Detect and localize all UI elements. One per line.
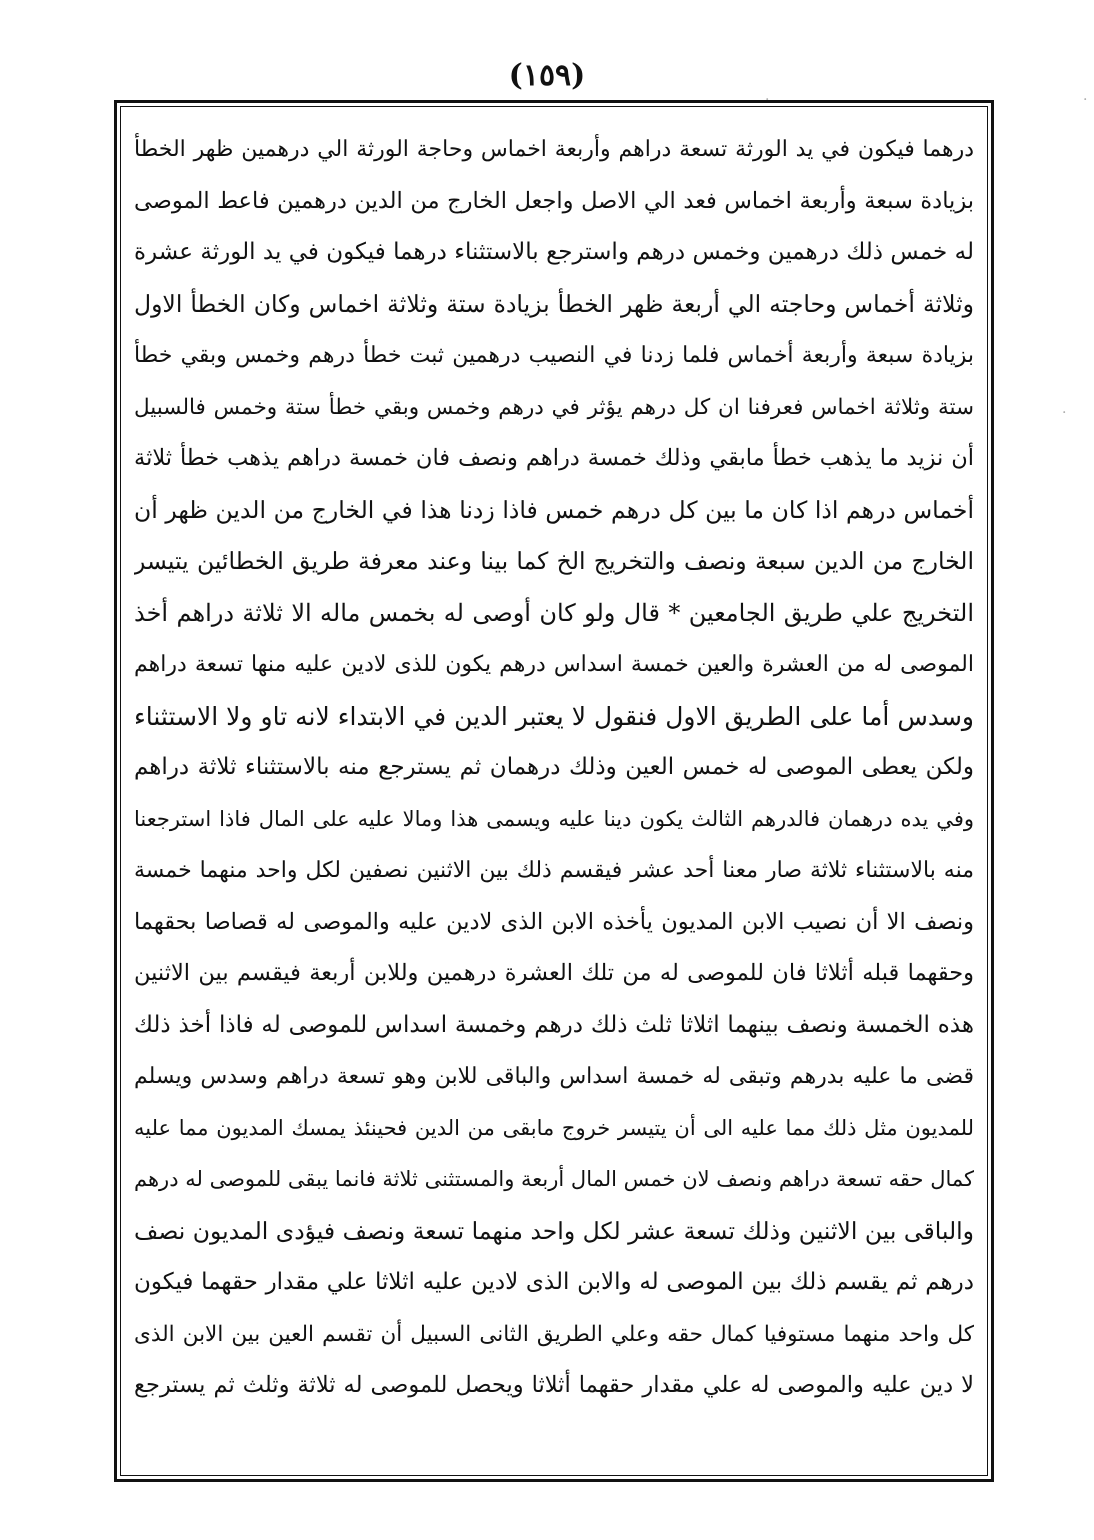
text-line: لا دين عليه والموصى له علي مقدار حقهما أثلاثا ويحصل للموصى له ثلاثة وثلث ثم يسترجع (134, 1372, 974, 1398)
text-line: ونصف الا أن نصيب الابن المديون يأخذه الابن الذى لادين عليه والموصى له قصاصا بحقهما (134, 908, 974, 935)
text-line: أن نزيد ما يذهب خطأ مابقي وذلك خمسة دراهم ونصف فان خمسة دراهم يذهب خطأ ثلاثة (134, 445, 974, 471)
scan-speck: · (765, 92, 770, 108)
text-line: أخماس درهم اذا كان ما بين كل درهم خمس فاذا زدنا هذا في الخارج من الدين ظهر أن (134, 495, 974, 524)
text-line: درهما فيكون في يد الورثة تسعة دراهم وأربعة اخماس وحاجة الورثة الي درهمين ظهر الخطأ (134, 137, 974, 162)
text-line: للمديون مثل ذلك مما عليه الى أن يتيسر خروج مابقى من الدين فحينئذ يمسك المديون مما عليه (134, 1115, 974, 1140)
body-text (134, 124, 974, 1412)
text-line: والباقى بين الاثنين وذلك تسعة عشر لكل واحد منهما تسعة ونصف فيؤدى المديون نصف (134, 1216, 974, 1245)
text-line: وسدس أما على الطريق الاول فنقول لا يعتبر الدين في الابتداء لانه تاو ولا الاستثناء (134, 701, 974, 731)
text-line: التخريج علي طريق الجامعين * قال ولو كان أوصى له بخمس ماله الا ثلاثة دراهم أخذ (134, 598, 974, 627)
text-line: قضى ما عليه بدرهم وتبقى له خمسة اسداس والباقى للابن وهو تسعة دراهم وسدس ويسلم (134, 1064, 974, 1089)
text-line: الموصى له من العشرة والعين خمسة اسداس درهم يكون للذى لادين عليه منها تسعة دراهم (134, 652, 974, 677)
scan-speck: · (1062, 405, 1067, 421)
scan-speck: · (1083, 92, 1088, 108)
text-line: وفي يده درهمان فالدرهم الثالث يكون دينا عليه ويسمى هذا ومالا عليه على المال فاذا استرجعنا (134, 806, 974, 831)
text-line: بزيادة سبعة وأربعة اخماس فعد الي الاصل واجعل الخارج من الدين درهمين فاعط الموصى (134, 187, 974, 214)
text-line: درهم ثم يقسم ذلك بين الموصى له والابن الذى لادين عليه اثلاثا علي مقدار حقهما فيكون (134, 1269, 974, 1295)
text-line: الخارج من الدين سبعة ونصف والتخريج الخ كما بينا وعند معرفة طريق الخطائين يتيسر (134, 547, 974, 575)
text-line: هذه الخمسة ونصف بينهما اثلاثا ثلث ذلك درهم وخمسة اسداس للموصى له فاذا أخذ ذلك (134, 1011, 974, 1038)
text-line: كمال حقه تسعة دراهم ونصف لان خمس المال أربعة والمستثنى ثلاثة فانما يبقى للموصى له درهم (134, 1167, 974, 1191)
text-line: منه بالاستثناء ثلاثة صار معنا أحد عشر فيقسم ذلك بين الاثنين نصفين لكل واحد منهما خمسة (134, 858, 974, 883)
text-line: وحقهما قبله أثلاثا فان للموصى له من تلك العشرة درهمين وللابن أربعة فيقسم بين الاثنين (134, 960, 974, 986)
text-line: بزيادة سبعة وأربعة أخماس فلما زدنا في النصيب درهمين ثبت خطأ درهم وخمس وبقي خطأ (134, 343, 974, 368)
text-line: كل واحد منهما مستوفيا كمال حقه وعلي الطريق الثانى السبيل أن تقسم العين بين الابن الذى (134, 1321, 974, 1347)
page-number: (١٥٩) (508, 58, 586, 93)
text-line: ستة وثلاثة اخماس فعرفنا ان كل درهم يؤثر في درهم وخمس وبقي خطأ ستة وخمس فالسبيل (134, 394, 974, 420)
text-line: ولكن يعطى الموصى له خمس العين وذلك درهمان ثم يسترجع منه بالاستثناء ثلاثة دراهم (134, 754, 974, 780)
text-line: له خمس ذلك درهمين وخمس درهم واسترجع بالاستثناء درهما فيكون في يد الورثة عشرة (134, 239, 974, 265)
text-line: وثلاثة أخماس وحاجته الي أربعة ظهر الخطأ بزيادة ستة وثلاثة اخماس وكان الخطأ الاول (134, 289, 974, 318)
